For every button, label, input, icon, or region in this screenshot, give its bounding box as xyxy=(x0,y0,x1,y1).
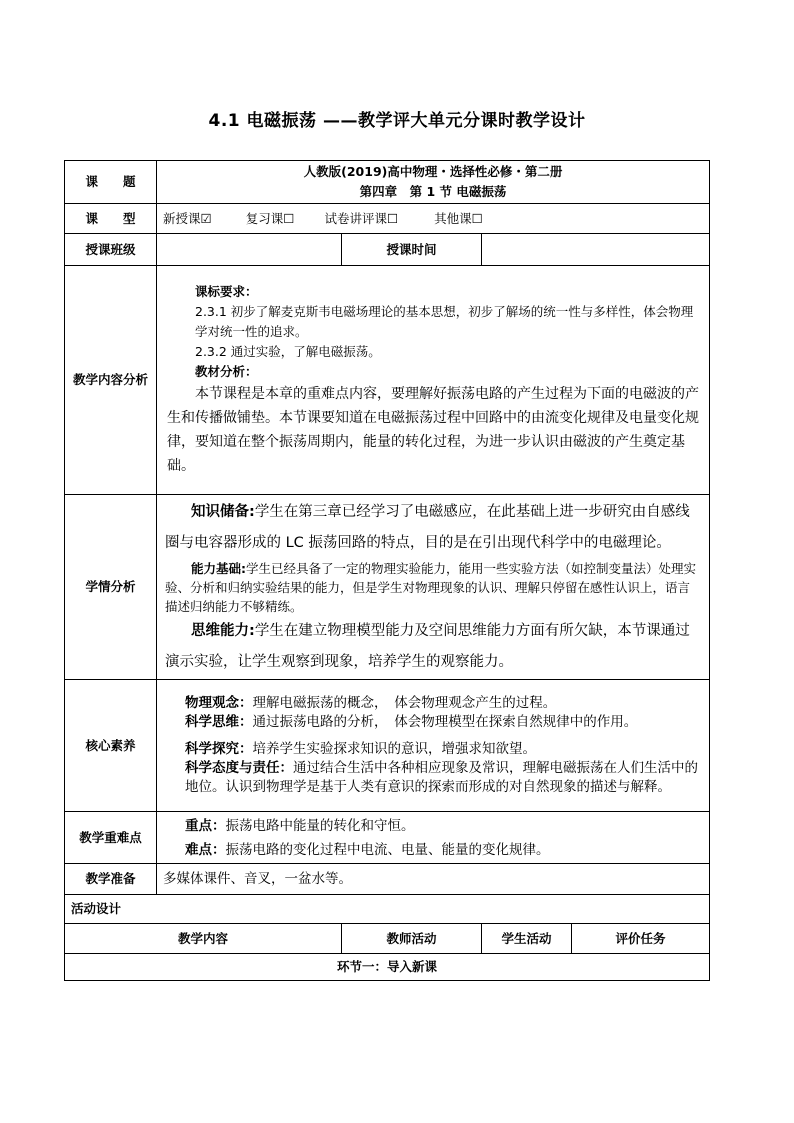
class-value xyxy=(157,234,342,266)
topic-row xyxy=(65,161,710,204)
key-label: 教学重难点 xyxy=(65,812,157,864)
topic-line-2: 第四章 第 1 节 电磁振荡 xyxy=(359,184,507,199)
material-text: 本节课程是本章的重难点内容，要理解好振荡电路的产生过程为下面的电磁波的产生和传播做铺垫。本节课要知道在电磁振荡过程中回路中的由流变化规律及电量变化规律，要知道在整个振荡周期内，能量的转化过程，为进一步认识由磁波的产生奠定基础。 xyxy=(167,386,699,474)
prep-row xyxy=(65,864,710,895)
thinking-label: 思维能力: xyxy=(191,622,255,639)
type-row xyxy=(65,204,710,234)
difficult-point-label: 难点： xyxy=(185,841,226,858)
lesson-plan-table xyxy=(64,160,710,981)
core-cell xyxy=(157,680,710,812)
knowledge-text: 学生在第三章已经学习了电磁感应，在此基础上进一步研究由自感线圈与电容器形成的 LC 振荡回路的特点，目的是在引出现代科学中的电磁理论。 xyxy=(165,503,690,551)
core-item-4-label: 科学态度与责任： xyxy=(185,760,293,776)
key-cell xyxy=(157,812,710,864)
material-heading: 教材分析： xyxy=(195,364,258,379)
topic-value xyxy=(157,161,710,204)
header-teacher: 教师活动 xyxy=(342,924,482,954)
core-label: 核心素养 xyxy=(65,680,157,812)
core-item-3-text: 培养学生实验探求知识的意识，增强求知欲望。 xyxy=(252,741,536,757)
core-item-1-label: 物理观念： xyxy=(185,695,253,711)
knowledge-paragraph xyxy=(165,497,701,559)
activity-row xyxy=(65,895,710,924)
core-item-1-text: 理解电磁振荡的概念， 体会物理观念产生的过程。 xyxy=(252,695,557,711)
content-cell xyxy=(157,266,710,495)
topic-label: 课 题 xyxy=(65,161,157,204)
key-point xyxy=(185,816,703,836)
ability-label: 能力基础: xyxy=(191,560,246,576)
time-label: 授课时间 xyxy=(342,234,482,266)
prep-text: 多媒体课件、音叉，一盆水等。 xyxy=(157,864,710,895)
prep-label: 教学准备 xyxy=(65,864,157,895)
type-option-new[interactable]: 新授课☑ xyxy=(163,210,212,226)
standard-item-2: 2.3.2 通过实验，了解电磁振荡。 xyxy=(195,344,381,359)
type-option-review[interactable]: 复习课☐ xyxy=(245,210,295,226)
core-item-3-label: 科学探究： xyxy=(185,741,253,757)
ability-text: 学生已经具备了一定的物理实验能力，能用一些实验方法（如控制变量法）处理实验、分析和归纳实验结果的能力，但是学生对物理现象的认识、理解只停留在感性认识上，语言描述归纳能力不够精练。 xyxy=(165,560,697,614)
core-item-2-text: 通过振荡电路的分析， 体会物理模型在探索自然规律中的作用。 xyxy=(252,714,638,730)
students-row xyxy=(65,495,710,680)
students-cell xyxy=(157,495,710,680)
knowledge-label: 知识储备: xyxy=(191,503,255,520)
core-item-3 xyxy=(185,740,705,759)
students-label: 学情分析 xyxy=(65,495,157,680)
type-label: 课 型 xyxy=(65,204,157,234)
class-label: 授课班级 xyxy=(65,234,157,266)
standard-heading: 课标要求： xyxy=(195,284,258,299)
content-label: 教学内容分析 xyxy=(65,266,157,495)
key-row xyxy=(65,812,710,864)
standard-item-1: 2.3.1 初步了解麦克斯韦电磁场理论的基本思想，初步了解场的统一性与多样性，体会物理学对统一性的追求。 xyxy=(195,304,694,339)
section-1-title: 环节一：导入新课 xyxy=(65,954,710,981)
ability-paragraph xyxy=(165,559,701,616)
core-item-4-text: 通过结合生活中各种相应现象及常识，理解电磁振荡在人们生活中的地位。认识到物理学是基于人类有意识的探索而形成的对自然现象的描述与解释。 xyxy=(185,760,698,795)
difficult-point-text: 振荡电路的变化过程中电流、电量、能量的变化规律。 xyxy=(225,841,550,858)
section-row xyxy=(65,954,710,981)
core-item-2 xyxy=(185,713,705,732)
key-point-text: 振荡电路中能量的转化和守恒。 xyxy=(225,817,415,834)
core-item-4 xyxy=(157,759,705,797)
content-row xyxy=(65,266,710,495)
difficult-point xyxy=(185,840,703,860)
topic-line-1: 人教版(2019)高中物理・选择性必修・第二册 xyxy=(303,164,563,179)
header-student: 学生活动 xyxy=(482,924,572,954)
core-row xyxy=(65,680,710,812)
type-options xyxy=(157,204,710,234)
activity-header-row xyxy=(65,924,710,954)
thinking-paragraph xyxy=(165,616,701,678)
core-item-2-label: 科学思维： xyxy=(185,714,253,730)
header-content: 教学内容 xyxy=(65,924,342,954)
core-item-1 xyxy=(185,694,705,713)
time-value xyxy=(482,234,710,266)
thinking-text: 学生在建立物理模型能力及空间思维能力方面有所欠缺，本节课通过演示实验，让学生观察到现象，培养学生的观察能力。 xyxy=(165,622,690,670)
page-title: 4.1 电磁振荡 ——教学评大单元分课时教学设计 xyxy=(208,111,586,131)
class-row xyxy=(65,234,710,266)
activity-label: 活动设计 xyxy=(65,895,710,924)
header-evaluation: 评价任务 xyxy=(572,924,710,954)
key-point-label: 重点： xyxy=(185,817,226,834)
type-option-exam[interactable]: 试卷讲评课☐ xyxy=(324,210,399,226)
type-option-other[interactable]: 其他课☐ xyxy=(434,210,483,226)
